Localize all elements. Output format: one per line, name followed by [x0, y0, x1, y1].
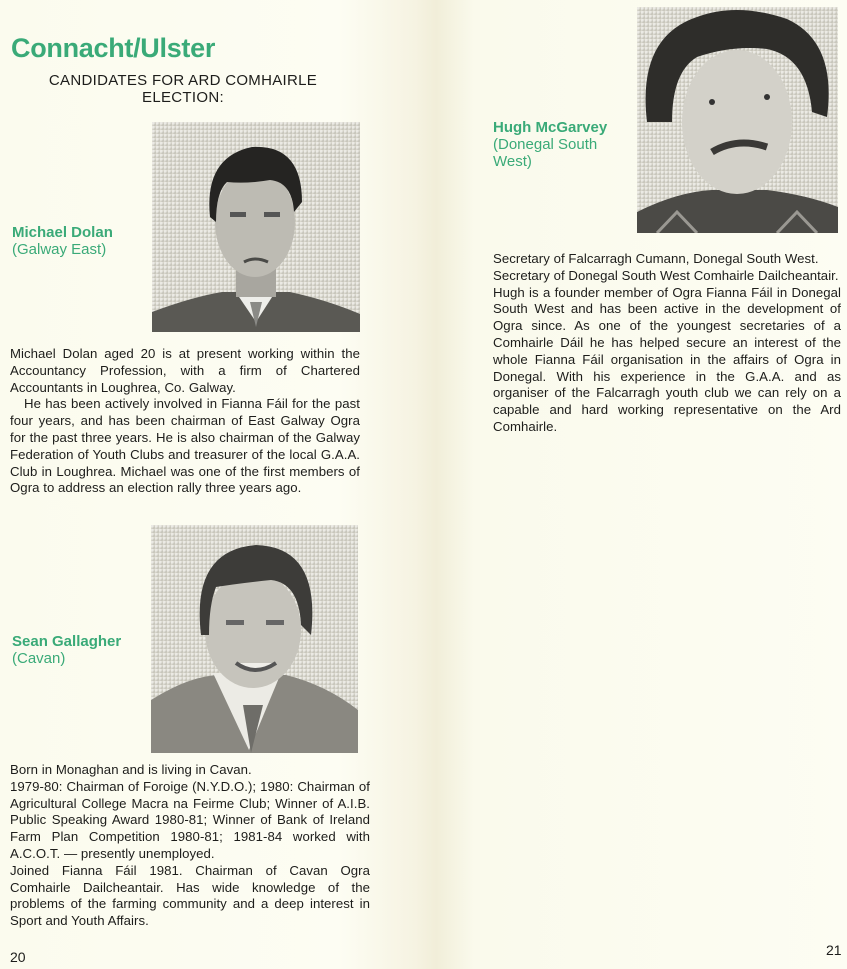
section-title: Connacht/Ulster	[11, 33, 216, 63]
candidate-bio	[493, 251, 841, 436]
bio-paragraph: He has been actively involved in Fianna Fáil for the past four years, and has been chairman of East Galway Ogra for the past three years. He is also chairman of the Galway Federation of Youth Clubs and treasurer of the local G.A.A. Club in Loughrea. Michael was one of the first members of Ogra to address an election rally three years ago.	[10, 396, 360, 496]
bio-paragraph: 1979-80: Chairman of Foroige (N.Y.D.O.); 1980: Chairman of Agricultural College Macra na Feirme Club; Winner of A.I.B. Public Speaking Award 1980-81; Winner of Bank of Ireland Farm Plan Competition 1980-81; 1981-84 worked with A.C.O.T. — presently unemployed.	[10, 778, 370, 861]
page-number-left: 20	[10, 949, 26, 965]
candidate-heading	[12, 633, 121, 667]
subtitle-line: CANDIDATES FOR ARD COMHAIRLE	[48, 72, 318, 89]
bio-paragraph: Born in Monaghan and is living in Cavan.	[10, 762, 252, 777]
portrait-photo-icon	[151, 525, 358, 753]
candidate-photo	[151, 525, 358, 753]
candidate-name: Hugh McGarvey	[493, 119, 608, 136]
portrait-photo-icon	[152, 122, 360, 332]
candidate-bio	[10, 346, 360, 497]
page-number-right: 21	[826, 942, 842, 958]
section-subtitle	[0, 72, 366, 106]
candidate-heading	[12, 224, 113, 258]
candidate-constituency: (Donegal South	[493, 136, 598, 153]
candidate-constituency: (Galway East)	[12, 241, 107, 258]
bio-paragraph: Secretary of Donegal South West Comhairle Dailcheantair.	[493, 267, 839, 283]
bio-paragraph: Hugh is a founder member of Ogra Fianna Fáil in Donegal South West and has been active in the development of Ogra since. As one of the youngest secretaries of a Comhairle Dáil he has helped secure an interest of the whole Fianna Fáil organisation in the affairs of Ogra in Donegal. With his experience in the G.A.A. and as organiser of the Falcarragh youth club we can rely on a capable and hard working representative on the Ard Comhairle.	[493, 284, 841, 434]
portrait-photo-icon	[637, 7, 838, 233]
candidate-photo	[152, 122, 360, 332]
candidate-name: Sean Gallagher	[12, 633, 122, 650]
candidate-heading	[493, 119, 607, 170]
subtitle-line: ELECTION:	[142, 89, 224, 106]
bio-paragraph: Joined Fianna Fáil 1981. Chairman of Cavan Ogra Comhairle Dailcheantair. Has wide knowledge of the problems of the farming community and a deep interest in Sport and Youth Affairs.	[10, 862, 370, 929]
bio-paragraph: Michael Dolan aged 20 is at present working within the Accountancy Profession, with a firm of Chartered Accountants in Loughrea, Co. Galway.	[10, 346, 360, 395]
candidate-photo	[637, 7, 838, 233]
candidate-name: Michael Dolan	[12, 224, 113, 241]
candidate-constituency: (Cavan)	[12, 650, 66, 667]
candidate-constituency: West)	[493, 153, 532, 170]
bio-paragraph: Secretary of Falcarragh Cumann, Donegal South West.	[493, 251, 819, 266]
candidate-bio	[10, 762, 370, 930]
